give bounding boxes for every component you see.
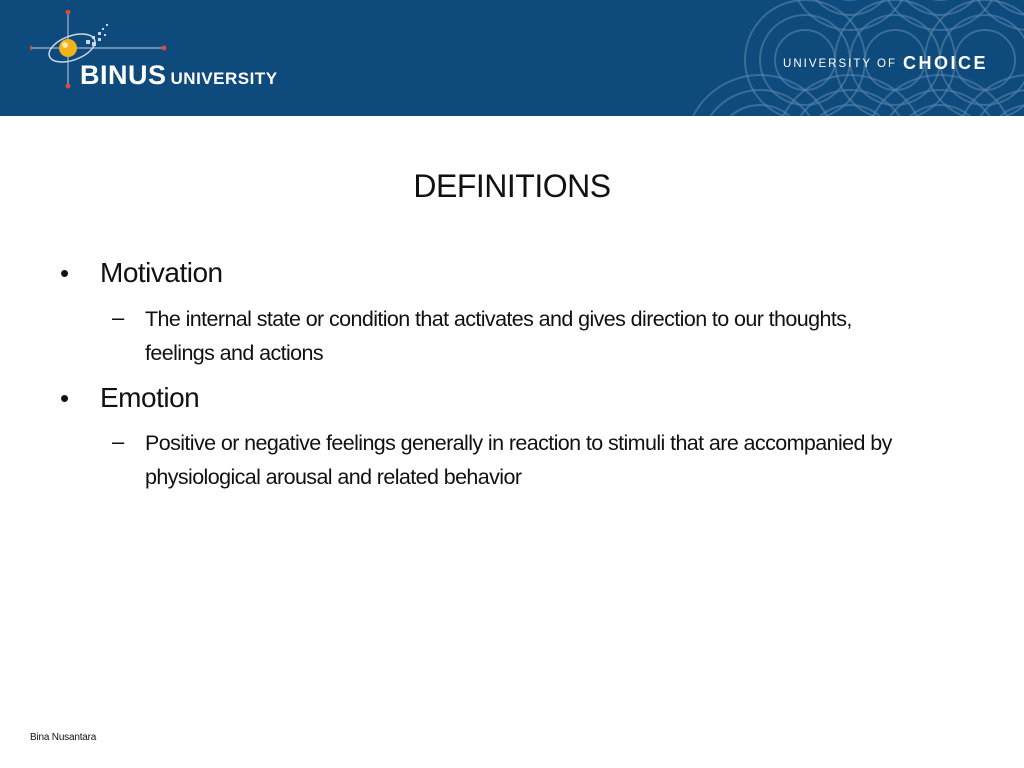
definition-emotion: Positive or negative feelings generally in reaction to stimuli that are accompanied by physiological arousal and related behavior (145, 431, 892, 489)
dash-marker: – (112, 429, 125, 454)
footer-text: Bina Nusantara (30, 732, 97, 743)
slide-title: DEFINITIONS (413, 168, 611, 204)
tagline-small: UNIVERSITY OF (783, 58, 897, 70)
tagline (783, 52, 988, 76)
logo-wordmark (80, 60, 278, 94)
dash-marker: – (112, 305, 125, 330)
bullet-dot: • (60, 258, 70, 288)
term-motivation: Motivation (100, 257, 223, 288)
logo-sub-text: UNIVERSITY (170, 69, 278, 88)
definition-motivation: The internal state or condition that activates and gives direction to our thoughts, feelings and actions (145, 307, 852, 365)
bullet-dot: • (60, 383, 70, 413)
tagline-big: CHOICE (902, 53, 988, 73)
term-emotion: Emotion (100, 382, 200, 413)
logo-main-text: BINUS (80, 60, 167, 90)
header-banner (0, 0, 1024, 116)
